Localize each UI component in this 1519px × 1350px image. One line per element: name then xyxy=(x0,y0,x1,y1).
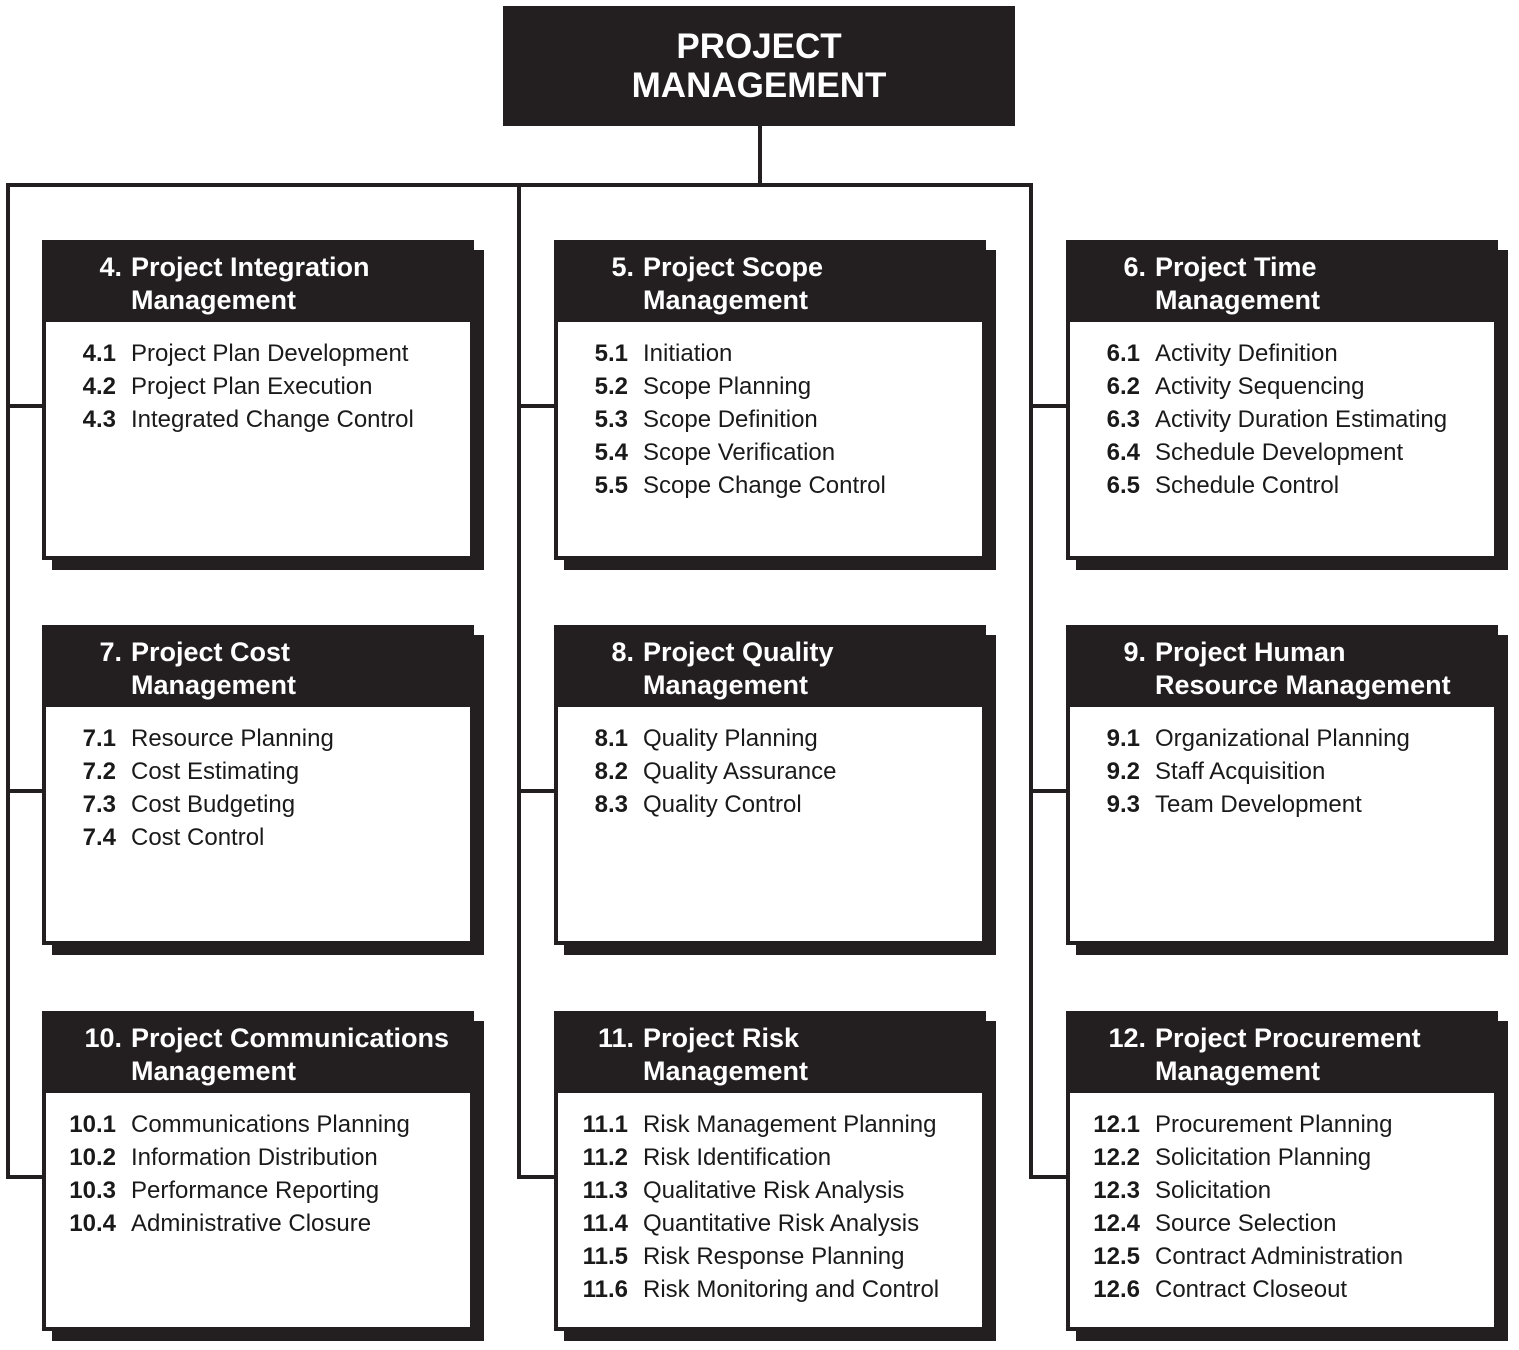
area-title: Project Risk Management xyxy=(643,1023,809,1086)
process-number: 12.3 xyxy=(1093,1177,1140,1204)
process-number: 6.4 xyxy=(1106,439,1140,466)
branch xyxy=(517,789,555,793)
process-number: 11.5 xyxy=(582,1243,628,1270)
process-label: Scope Planning xyxy=(643,373,812,400)
process-item xyxy=(554,1141,986,1174)
process-item xyxy=(554,788,986,821)
process-label: Solicitation xyxy=(1155,1177,1272,1204)
process-item xyxy=(554,403,986,436)
right-trunk xyxy=(1029,183,1033,1179)
process-label: Team Development xyxy=(1155,791,1362,818)
process-number: 8.1 xyxy=(594,725,628,752)
process-label: Risk Response Planning xyxy=(643,1243,905,1270)
process-label: Communications Planning xyxy=(131,1111,410,1138)
process-label: Scope Verification xyxy=(643,439,836,466)
process-label: Quality Assurance xyxy=(643,758,837,785)
process-number: 9.3 xyxy=(1106,791,1140,818)
area-title: Project Integration Management xyxy=(131,252,370,315)
knowledge-area-card xyxy=(42,625,474,945)
process-number: 12.4 xyxy=(1093,1210,1140,1237)
process-number: 6.3 xyxy=(1106,406,1140,433)
process-list xyxy=(554,337,986,502)
branch xyxy=(1029,789,1067,793)
process-list xyxy=(42,1108,474,1240)
process-label: Activity Definition xyxy=(1155,340,1338,367)
process-item xyxy=(42,1174,474,1207)
area-title: Project Procurement Management xyxy=(1155,1023,1421,1086)
process-list xyxy=(554,722,986,821)
knowledge-area-card xyxy=(1066,1011,1498,1331)
process-number: 5.2 xyxy=(594,373,628,400)
knowledge-area-card xyxy=(42,240,474,560)
process-item xyxy=(554,469,986,502)
process-label: Risk Management Planning xyxy=(643,1111,937,1138)
branch xyxy=(6,404,44,408)
area-title: Project Scope Management xyxy=(643,252,824,315)
process-number: 11.6 xyxy=(582,1276,628,1303)
process-item xyxy=(42,403,474,436)
process-item xyxy=(554,337,986,370)
process-label: Information Distribution xyxy=(131,1144,378,1171)
card-header xyxy=(1066,240,1498,322)
process-label: Performance Reporting xyxy=(131,1177,380,1204)
process-number: 10.1 xyxy=(69,1111,116,1138)
center-trunk xyxy=(517,183,521,1179)
process-item xyxy=(1066,1108,1498,1141)
branch xyxy=(6,1175,44,1179)
root-stem xyxy=(758,126,762,185)
process-item xyxy=(1066,1174,1498,1207)
process-list xyxy=(1066,722,1498,821)
process-number: 7.2 xyxy=(82,758,116,785)
process-label: Cost Estimating xyxy=(131,758,300,785)
process-item xyxy=(554,1240,986,1273)
card-header xyxy=(1066,1011,1498,1093)
process-number: 4.1 xyxy=(82,340,116,367)
process-number: 10.2 xyxy=(69,1144,116,1171)
area-title: Project Time Management xyxy=(1155,252,1321,315)
process-number: 9.1 xyxy=(1106,725,1140,752)
process-item xyxy=(42,370,474,403)
process-item xyxy=(42,337,474,370)
process-label: Schedule Development xyxy=(1155,439,1404,466)
process-number: 11.1 xyxy=(582,1111,628,1138)
area-number: 4. xyxy=(99,252,122,282)
branch xyxy=(1029,1175,1067,1179)
process-label: Source Selection xyxy=(1155,1210,1337,1237)
process-item xyxy=(42,1108,474,1141)
area-number: 8. xyxy=(611,637,634,667)
knowledge-area-card xyxy=(1066,625,1498,945)
process-label: Contract Administration xyxy=(1155,1243,1404,1270)
area-number: 12. xyxy=(1108,1023,1146,1053)
process-label: Organizational Planning xyxy=(1155,725,1410,752)
process-label: Activity Duration Estimating xyxy=(1155,406,1448,433)
process-list xyxy=(42,337,474,436)
process-list xyxy=(42,722,474,854)
process-label: Qualitative Risk Analysis xyxy=(643,1177,905,1204)
process-list xyxy=(554,1108,986,1306)
process-number: 12.2 xyxy=(1093,1144,1140,1171)
card-header xyxy=(554,625,986,707)
process-item xyxy=(1066,1207,1498,1240)
process-item xyxy=(42,755,474,788)
process-list xyxy=(1066,1108,1498,1306)
process-item xyxy=(554,436,986,469)
process-label: Project Plan Execution xyxy=(131,373,373,400)
process-item xyxy=(1066,1141,1498,1174)
process-label: Scope Change Control xyxy=(643,472,886,499)
process-item xyxy=(1066,755,1498,788)
process-number: 12.6 xyxy=(1093,1276,1140,1303)
root-node xyxy=(503,6,1015,126)
card-header xyxy=(42,1011,474,1093)
process-item xyxy=(42,788,474,821)
process-item xyxy=(554,1207,986,1240)
process-item xyxy=(42,1207,474,1240)
process-item xyxy=(42,1141,474,1174)
process-item xyxy=(1066,1240,1498,1273)
process-label: Cost Control xyxy=(131,824,265,851)
process-number: 5.5 xyxy=(594,472,628,499)
card-header xyxy=(42,625,474,707)
card-header xyxy=(42,240,474,322)
process-number: 11.2 xyxy=(582,1144,628,1171)
knowledge-area-card xyxy=(42,1011,474,1331)
left-trunk xyxy=(6,183,10,1179)
process-item xyxy=(1066,469,1498,502)
area-number: 7. xyxy=(99,637,122,667)
process-item xyxy=(1066,370,1498,403)
process-label: Administrative Closure xyxy=(131,1210,372,1237)
process-label: Schedule Control xyxy=(1155,472,1340,499)
area-title: Project Cost Management xyxy=(131,637,297,700)
card-header xyxy=(554,1011,986,1093)
process-item xyxy=(554,1108,986,1141)
process-item xyxy=(1066,788,1498,821)
process-number: 6.2 xyxy=(1106,373,1140,400)
process-number: 7.4 xyxy=(82,824,116,851)
area-number: 10. xyxy=(84,1023,122,1053)
process-item xyxy=(1066,722,1498,755)
process-label: Contract Closeout xyxy=(1155,1276,1348,1303)
process-number: 8.2 xyxy=(594,758,628,785)
process-label: Procurement Planning xyxy=(1155,1111,1393,1138)
area-number: 9. xyxy=(1123,637,1146,667)
process-number: 4.3 xyxy=(82,406,116,433)
process-label: Activity Sequencing xyxy=(1155,373,1365,400)
process-item xyxy=(554,1273,986,1306)
process-label: Resource Planning xyxy=(131,725,334,752)
area-title: Project Human Resource Management xyxy=(1155,637,1451,700)
process-number: 5.3 xyxy=(594,406,628,433)
process-label: Risk Identification xyxy=(643,1144,832,1171)
area-title: Project Quality Management xyxy=(643,637,834,700)
process-number: 6.5 xyxy=(1106,472,1140,499)
process-item xyxy=(1066,337,1498,370)
process-label: Scope Definition xyxy=(643,406,818,433)
process-label: Staff Acquisition xyxy=(1155,758,1326,785)
process-item xyxy=(1066,436,1498,469)
process-number: 5.4 xyxy=(594,439,628,466)
process-item xyxy=(1066,1273,1498,1306)
process-item xyxy=(554,722,986,755)
area-number: 11. xyxy=(597,1023,634,1053)
card-header xyxy=(1066,625,1498,707)
process-number: 11.4 xyxy=(582,1210,628,1237)
process-item xyxy=(42,821,474,854)
branch xyxy=(517,1175,555,1179)
process-number: 7.1 xyxy=(82,725,116,752)
process-item xyxy=(42,722,474,755)
knowledge-area-card xyxy=(1066,240,1498,560)
branch xyxy=(1029,404,1067,408)
process-label: Integrated Change Control xyxy=(131,406,414,433)
process-label: Project Plan Development xyxy=(131,340,409,367)
process-number: 8.3 xyxy=(594,791,628,818)
knowledge-area-card xyxy=(554,240,986,560)
process-label: Quality Control xyxy=(643,791,802,818)
branch xyxy=(517,404,555,408)
process-number: 10.4 xyxy=(69,1210,116,1237)
process-number: 6.1 xyxy=(1106,340,1140,367)
area-number: 6. xyxy=(1123,252,1146,282)
process-label: Solicitation Planning xyxy=(1155,1144,1372,1171)
process-item xyxy=(1066,403,1498,436)
process-number: 7.3 xyxy=(82,791,116,818)
process-label: Quality Planning xyxy=(643,725,818,752)
process-item xyxy=(554,370,986,403)
process-number: 12.1 xyxy=(1093,1111,1140,1138)
process-number: 12.5 xyxy=(1093,1243,1140,1270)
area-title: Project Communications Management xyxy=(131,1023,450,1086)
area-number: 5. xyxy=(611,252,634,282)
process-number: 11.3 xyxy=(582,1177,628,1204)
process-list xyxy=(1066,337,1498,502)
process-number: 4.2 xyxy=(82,373,116,400)
card-header xyxy=(554,240,986,322)
root-title: PROJECT MANAGEMENT xyxy=(631,27,887,105)
process-number: 10.3 xyxy=(69,1177,116,1204)
process-number: 5.1 xyxy=(594,340,628,367)
knowledge-area-card xyxy=(554,625,986,945)
knowledge-area-card xyxy=(554,1011,986,1331)
process-item xyxy=(554,755,986,788)
process-item xyxy=(554,1174,986,1207)
process-label: Initiation xyxy=(643,340,733,367)
process-label: Quantitative Risk Analysis xyxy=(643,1210,920,1237)
process-number: 9.2 xyxy=(1106,758,1140,785)
branch xyxy=(6,789,44,793)
process-label: Cost Budgeting xyxy=(131,791,296,818)
process-label: Risk Monitoring and Control xyxy=(643,1276,940,1303)
